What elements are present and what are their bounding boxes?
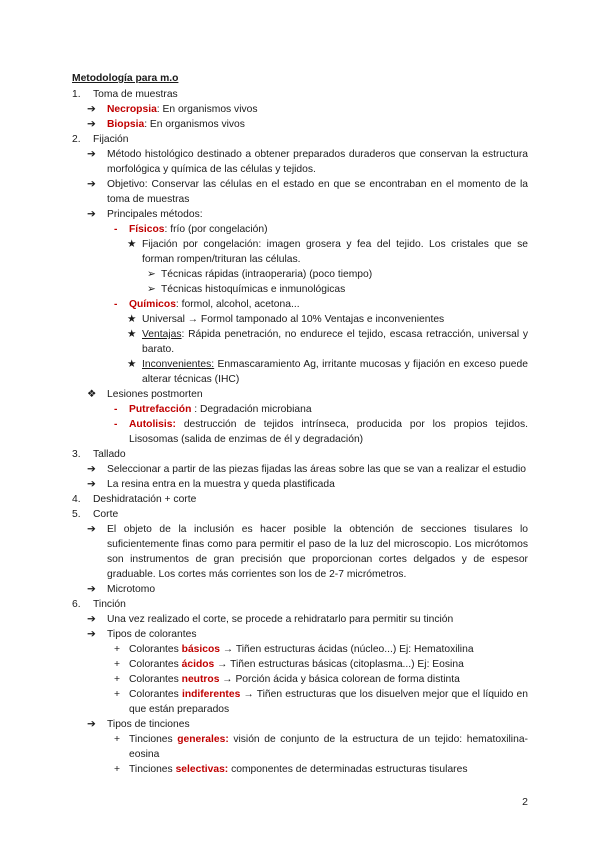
arrow-bullet-icon: ➔ — [87, 479, 96, 490]
dash-bullet-icon: - — [114, 404, 118, 415]
list-item: - Autolisis: destrucción de tejidos intrínseca, producida por los propios tejidos. Lisosomas (salida de enzimas de él y degradación) — [114, 419, 528, 445]
list-item: ➔ Seleccionar a partir de las piezas fijadas las áreas sobre las que se van a realizar el estudio — [87, 464, 526, 475]
list-item: ★ Ventajas: Rápida penetración, no endurece el tejido, escasa retracción, universal y barato. — [127, 329, 528, 355]
arrow-bullet-icon: ➔ — [87, 104, 96, 115]
plus-bullet-icon: + — [114, 644, 121, 655]
list-item: ➔ Microtomo — [87, 584, 156, 595]
list-item: ➔ Biopsia: En organismos vivos — [87, 119, 245, 130]
arrow-bullet-icon: ➔ — [87, 719, 96, 730]
list-item: + Tinciones selectivas: componentes de determinadas estructuras tisulares — [114, 764, 468, 775]
arrow-bullet-icon: ➔ — [87, 464, 96, 475]
document-title: Metodología para m.o — [72, 73, 179, 84]
list-item: + Tinciones generales: visión de conjunto de la estructura de un tejido: hematoxilina-eosina — [114, 734, 528, 760]
dash-bullet-icon: - — [114, 299, 118, 310]
list-item: ➔ Método histológico destinado a obtener preparados duraderos que conservan la estructura morfológica y química de las células y tejidos. — [87, 149, 528, 175]
list-item: ➔ La resina entra en la muestra y queda plastificada — [87, 479, 335, 490]
list-item: ➔ Necropsia: En organismos vivos — [87, 104, 258, 115]
list-item: - Putrefacción : Degradación microbiana — [114, 404, 312, 415]
arrowhead-bullet-icon: ➢ — [147, 269, 156, 280]
list-item: ➔ Tipos de colorantes — [87, 629, 197, 640]
arrow-bullet-icon: ➔ — [87, 524, 96, 535]
section-4-heading: 4. Deshidratación + corte — [72, 494, 197, 505]
plus-bullet-icon: + — [114, 734, 121, 745]
dash-bullet-icon: - — [114, 419, 118, 430]
plus-bullet-icon: + — [114, 659, 121, 670]
list-item: + Colorantes básicos → Tiñen estructuras ácidas (núcleo...) Ej: Hematoxilina — [114, 644, 474, 655]
section-6-heading: 6. Tinción — [72, 599, 126, 610]
plus-bullet-icon: + — [114, 674, 121, 685]
arrow-bullet-icon: ➔ — [87, 584, 96, 595]
arrowhead-bullet-icon: ➢ — [147, 284, 156, 295]
list-item: ❖ Lesiones postmorten — [87, 389, 203, 400]
list-item: ★ Inconvenientes: Enmascaramiento Ag, irritante mucosas y fijación en exceso puede alterar técnicas (IHC) — [127, 359, 528, 385]
star-bullet-icon: ★ — [127, 329, 137, 340]
list-item: + Colorantes indiferentes → Tiñen estructuras que los disuelven mejor que el líquido en que están preparados — [114, 689, 528, 715]
star-bullet-icon: ★ — [127, 239, 137, 250]
diamond-bullet-icon: ❖ — [87, 389, 97, 400]
list-item: ➔ Tipos de tinciones — [87, 719, 190, 730]
star-bullet-icon: ★ — [127, 314, 137, 325]
plus-bullet-icon: + — [114, 689, 121, 700]
arrow-bullet-icon: ➔ — [87, 119, 96, 130]
page-number: 2 — [522, 796, 528, 808]
section-3-heading: 3. Tallado — [72, 449, 126, 460]
arrow-bullet-icon: ➔ — [87, 179, 96, 190]
dash-bullet-icon: - — [114, 224, 118, 235]
list-item: ★ Universal → Formol tamponado al 10% Ventajas e inconvenientes — [127, 314, 445, 325]
list-item: ➔ El objeto de la inclusión es hacer posible la obtención de secciones tisulares lo suficientemente finas como para permitir el paso de la luz del microscopio. Los micrótomos son instrumentos de gran precisión que proporcionan cortes delgados y de espesor graduable. Los cortes más corrientes son los de 2-7 micrómetros. — [87, 524, 528, 580]
document-body — [72, 71, 528, 777]
list-item: ➔ Objetivo: Conservar las células en el estado en que se encontraban en el momento de la toma de muestras — [87, 179, 528, 205]
list-item: + Colorantes neutros → Porción ácida y básica colorean de forma distinta — [114, 674, 460, 685]
list-item: ★ Fijación por congelación: imagen grosera y fea del tejido. Los cristales que se forman rompen/trituran las células. — [127, 239, 528, 265]
list-item: - Físicos: frío (por congelación) — [114, 224, 268, 235]
arrow-bullet-icon: ➔ — [87, 629, 96, 640]
arrow-bullet-icon: ➔ — [87, 209, 96, 220]
section-2-heading: 2. Fijación — [72, 134, 129, 145]
arrow-bullet-icon: ➔ — [87, 149, 96, 160]
list-item: ➔ Una vez realizado el corte, se procede a rehidratarlo para permitir su tinción — [87, 614, 454, 625]
arrow-bullet-icon: ➔ — [87, 614, 96, 625]
list-item: - Químicos: formol, alcohol, acetona... — [114, 299, 300, 310]
list-item: ➢ Técnicas rápidas (intraoperaria) (poco tiempo) — [147, 269, 373, 280]
section-5-heading: 5. Corte — [72, 509, 119, 520]
list-item: ➔ Principales métodos: — [87, 209, 203, 220]
plus-bullet-icon: + — [114, 764, 121, 775]
list-item: + Colorantes ácidos → Tiñen estructuras básicas (citoplasma...) Ej: Eosina — [114, 659, 464, 670]
section-1-heading: 1. Toma de muestras — [72, 89, 178, 100]
star-bullet-icon: ★ — [127, 359, 137, 370]
list-item: ➢ Técnicas histoquímicas e inmunológicas — [147, 284, 346, 295]
